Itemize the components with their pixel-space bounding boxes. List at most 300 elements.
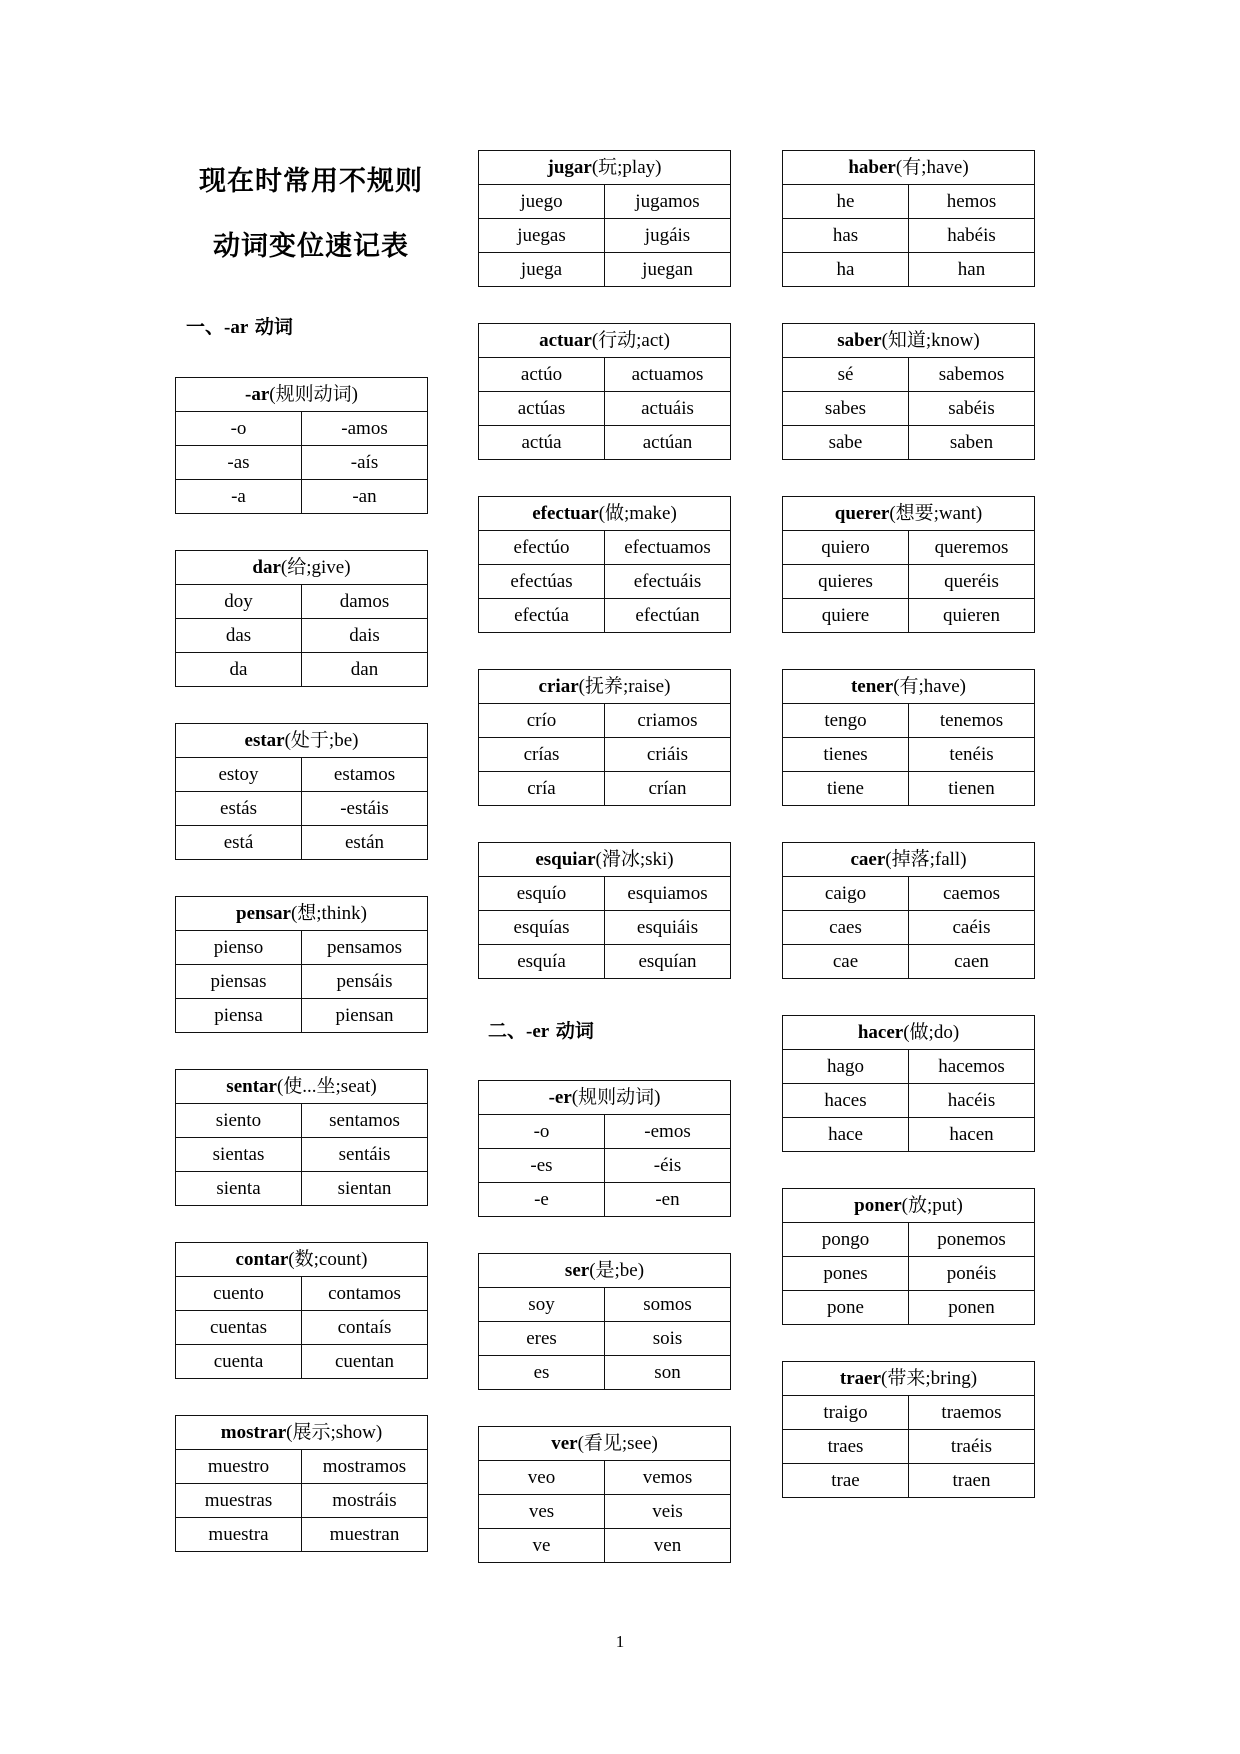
plural-form: jugáis: [605, 219, 731, 253]
plural-form: jugamos: [605, 185, 731, 219]
singular-form: sabes: [783, 392, 909, 426]
table-row: [783, 253, 1035, 287]
table-row: [176, 585, 428, 619]
plural-form: caemos: [909, 877, 1035, 911]
verb-infinitive: contar: [235, 1249, 289, 1270]
table-row: [479, 426, 731, 460]
singular-form: has: [783, 219, 909, 253]
table-row: [783, 392, 1035, 426]
singular-form: he: [783, 185, 909, 219]
singular-form: es: [479, 1356, 605, 1390]
plural-form: caéis: [909, 911, 1035, 945]
verb-gloss: (处于;be): [284, 730, 359, 751]
verb-header: [176, 724, 428, 758]
conjugation-table-tener: [782, 669, 1035, 806]
verb-infinitive: sentar: [226, 1076, 277, 1097]
verb-infinitive: mostrar: [220, 1422, 287, 1443]
singular-form: tiene: [783, 772, 909, 806]
table-header-row: [479, 1254, 731, 1288]
singular-form: quieres: [783, 565, 909, 599]
table-row: [176, 653, 428, 687]
plural-form: dan: [302, 653, 428, 687]
plural-form: pensáis: [302, 965, 428, 999]
table-row: [479, 1461, 731, 1495]
table-row: [479, 253, 731, 287]
table-header-row: [479, 497, 731, 531]
verb-header: [783, 1189, 1035, 1223]
singular-form: veo: [479, 1461, 605, 1495]
verb-infinitive: criar: [538, 676, 579, 697]
table-row: [783, 185, 1035, 219]
plural-form: -an: [302, 480, 428, 514]
singular-form: pone: [783, 1291, 909, 1325]
table-row: [783, 911, 1035, 945]
conjugation-table-hacer: [782, 1015, 1035, 1152]
verb-gloss: (使...坐;seat): [276, 1076, 377, 1097]
table-row: [783, 772, 1035, 806]
verb-infinitive: traer: [839, 1368, 882, 1389]
verb-gloss: (做;make): [598, 503, 677, 524]
table-row: [176, 1138, 428, 1172]
conjugation-table-estar: [175, 723, 428, 860]
table-row: [783, 1291, 1035, 1325]
table-row: [479, 185, 731, 219]
page-title-line-2: 动词变位速记表: [213, 231, 409, 262]
verb-infinitive: haber: [848, 157, 896, 178]
table-row: [479, 1115, 731, 1149]
conjugation-table-actuar: [478, 323, 731, 460]
singular-form: efectúo: [479, 531, 605, 565]
singular-form: esquía: [479, 945, 605, 979]
table-row: [479, 911, 731, 945]
table-row: [479, 1288, 731, 1322]
plural-form: -amos: [302, 412, 428, 446]
verb-gloss: (有;have): [893, 676, 966, 697]
plural-form: esquían: [605, 945, 731, 979]
plural-form: tienen: [909, 772, 1035, 806]
singular-form: muestras: [176, 1484, 302, 1518]
verb-header: [479, 324, 731, 358]
table-row: [479, 877, 731, 911]
plural-form: mostráis: [302, 1484, 428, 1518]
table-row: [783, 426, 1035, 460]
table-row: [479, 599, 731, 633]
verb-gloss: (规则动词): [571, 1087, 661, 1108]
verb-header: [176, 1416, 428, 1450]
singular-form: estás: [176, 792, 302, 826]
singular-form: -es: [479, 1149, 605, 1183]
table-row: [479, 219, 731, 253]
table-row: [176, 999, 428, 1033]
table-header-row: [783, 1016, 1035, 1050]
table-row: [479, 1322, 731, 1356]
singular-form: cae: [783, 945, 909, 979]
conjugation-table-ar-regular: [175, 377, 428, 514]
table-header-row: [783, 670, 1035, 704]
table-header-row: [479, 151, 731, 185]
conjugation-table-criar: [478, 669, 731, 806]
conjugation-table-pensar: [175, 896, 428, 1033]
verb-infinitive: efectuar: [532, 503, 599, 524]
plural-form: sois: [605, 1322, 731, 1356]
verb-header: [783, 1362, 1035, 1396]
singular-form: sientas: [176, 1138, 302, 1172]
verb-gloss: (知道;know): [881, 330, 980, 351]
table-header-row: [479, 843, 731, 877]
singular-form: da: [176, 653, 302, 687]
verb-infinitive: jugar: [547, 157, 592, 178]
conjugation-table-dar: [175, 550, 428, 687]
singular-form: cuenta: [176, 1345, 302, 1379]
plural-form: veis: [605, 1495, 731, 1529]
verb-infinitive: ver: [551, 1433, 578, 1454]
plural-form: -éis: [605, 1149, 731, 1183]
plural-form: queremos: [909, 531, 1035, 565]
conjugation-table-ver: [478, 1426, 731, 1563]
table-row: [783, 738, 1035, 772]
singular-form: juegas: [479, 219, 605, 253]
singular-form: -as: [176, 446, 302, 480]
singular-form: cuentas: [176, 1311, 302, 1345]
singular-form: crío: [479, 704, 605, 738]
verb-header: [479, 1081, 731, 1115]
plural-form: están: [302, 826, 428, 860]
verb-header: [176, 1243, 428, 1277]
plural-form: pensamos: [302, 931, 428, 965]
verb-infinitive: caer: [850, 849, 886, 870]
verb-header: [479, 670, 731, 704]
singular-form: das: [176, 619, 302, 653]
verb-header: [783, 670, 1035, 704]
verb-infinitive: -ar: [245, 384, 270, 405]
table-header-row: [176, 1416, 428, 1450]
verb-infinitive: esquiar: [535, 849, 596, 870]
singular-form: estoy: [176, 758, 302, 792]
plural-form: efectuamos: [605, 531, 731, 565]
conjugation-table-sentar: [175, 1069, 428, 1206]
verb-gloss: (想;think): [290, 903, 367, 924]
plural-form: sentáis: [302, 1138, 428, 1172]
plural-form: estamos: [302, 758, 428, 792]
verb-header: [479, 151, 731, 185]
table-row: [783, 945, 1035, 979]
conjugation-table-traer: [782, 1361, 1035, 1498]
table-row: [479, 1529, 731, 1563]
plural-form: tenéis: [909, 738, 1035, 772]
table-header-row: [479, 1427, 731, 1461]
plural-form: queréis: [909, 565, 1035, 599]
verb-gloss: (想要;want): [889, 503, 983, 524]
singular-form: muestro: [176, 1450, 302, 1484]
singular-form: cuento: [176, 1277, 302, 1311]
singular-form: traes: [783, 1430, 909, 1464]
plural-form: traemos: [909, 1396, 1035, 1430]
plural-form: hacéis: [909, 1084, 1035, 1118]
conjugation-table-er-regular: [478, 1080, 731, 1217]
plural-form: contaís: [302, 1311, 428, 1345]
verb-gloss: (抚养;raise): [578, 676, 671, 697]
plural-form: sabéis: [909, 392, 1035, 426]
table-row: [783, 1257, 1035, 1291]
table-row: [176, 412, 428, 446]
table-row: [783, 219, 1035, 253]
verb-header: [479, 843, 731, 877]
table-row: [783, 1223, 1035, 1257]
table-header-row: [783, 1362, 1035, 1396]
conjugation-table-contar: [175, 1242, 428, 1379]
verb-infinitive: poner: [854, 1195, 902, 1216]
verb-gloss: (展示;show): [286, 1422, 383, 1443]
singular-form: hace: [783, 1118, 909, 1152]
table-row: [783, 704, 1035, 738]
plural-form: piensan: [302, 999, 428, 1033]
table-row: [176, 826, 428, 860]
table-row: [783, 1118, 1035, 1152]
conjugation-table-haber: [782, 150, 1035, 287]
verb-header: [783, 843, 1035, 877]
plural-form: esquiamos: [605, 877, 731, 911]
verb-header: [783, 497, 1035, 531]
verb-header: [479, 1427, 731, 1461]
verb-infinitive: ser: [564, 1260, 590, 1281]
singular-form: traigo: [783, 1396, 909, 1430]
verb-header: [176, 1070, 428, 1104]
verb-header: [783, 324, 1035, 358]
plural-form: actuamos: [605, 358, 731, 392]
singular-form: esquías: [479, 911, 605, 945]
table-header-row: [479, 670, 731, 704]
verb-infinitive: querer: [834, 503, 890, 524]
singular-form: esquío: [479, 877, 605, 911]
section-suffix-latin: -ar: [224, 317, 249, 338]
verb-header: [783, 1016, 1035, 1050]
table-row: [176, 1172, 428, 1206]
singular-form: trae: [783, 1464, 909, 1498]
table-row: [479, 704, 731, 738]
verb-gloss: (掉落;fall): [885, 849, 967, 870]
section-heading-er: [488, 1022, 594, 1041]
table-row: [176, 1484, 428, 1518]
table-header-row: [176, 551, 428, 585]
plural-form: -en: [605, 1183, 731, 1217]
table-row: [176, 1345, 428, 1379]
singular-form: -o: [176, 412, 302, 446]
plural-form: actúan: [605, 426, 731, 460]
table-row: [479, 738, 731, 772]
verb-gloss: (行动;act): [591, 330, 670, 351]
verb-infinitive: saber: [837, 330, 882, 351]
plural-form: vemos: [605, 1461, 731, 1495]
table-row: [783, 1430, 1035, 1464]
conjugation-table-mostrar: [175, 1415, 428, 1552]
table-row: [176, 758, 428, 792]
plural-form: muestran: [302, 1518, 428, 1552]
verb-gloss: (看见;see): [577, 1433, 658, 1454]
table-row: [176, 792, 428, 826]
verb-gloss: (做;do): [903, 1022, 960, 1043]
singular-form: ve: [479, 1529, 605, 1563]
plural-form: cuentan: [302, 1345, 428, 1379]
verb-gloss: (滑冰;ski): [595, 849, 674, 870]
conjugation-table-poner: [782, 1188, 1035, 1325]
table-row: [176, 1104, 428, 1138]
singular-form: está: [176, 826, 302, 860]
plural-form: hemos: [909, 185, 1035, 219]
singular-form: quiero: [783, 531, 909, 565]
singular-form: cría: [479, 772, 605, 806]
table-row: [176, 1277, 428, 1311]
plural-form: ponemos: [909, 1223, 1035, 1257]
plural-form: caen: [909, 945, 1035, 979]
table-row: [783, 1396, 1035, 1430]
table-row: [479, 945, 731, 979]
plural-form: hacemos: [909, 1050, 1035, 1084]
singular-form: sabe: [783, 426, 909, 460]
conjugation-table-saber: [782, 323, 1035, 460]
plural-form: hacen: [909, 1118, 1035, 1152]
table-row: [176, 619, 428, 653]
table-row: [479, 531, 731, 565]
singular-form: actúo: [479, 358, 605, 392]
singular-form: ha: [783, 253, 909, 287]
verb-header: [479, 497, 731, 531]
plural-form: saben: [909, 426, 1035, 460]
table-row: [783, 1084, 1035, 1118]
plural-form: ven: [605, 1529, 731, 1563]
plural-form: son: [605, 1356, 731, 1390]
plural-form: quieren: [909, 599, 1035, 633]
plural-form: juegan: [605, 253, 731, 287]
table-row: [176, 480, 428, 514]
table-row: [479, 358, 731, 392]
verb-gloss: (给;give): [280, 557, 351, 578]
verb-header: [176, 897, 428, 931]
singular-form: sé: [783, 358, 909, 392]
singular-form: actúas: [479, 392, 605, 426]
page-number: 1: [615, 1632, 625, 1651]
section-heading-ar: [186, 318, 293, 337]
table-row: [479, 1183, 731, 1217]
verb-infinitive: hacer: [857, 1022, 904, 1043]
singular-form: pones: [783, 1257, 909, 1291]
table-row: [479, 772, 731, 806]
plural-form: criáis: [605, 738, 731, 772]
plural-form: efectúan: [605, 599, 731, 633]
table-row: [479, 392, 731, 426]
verb-infinitive: -er: [548, 1087, 572, 1108]
conjugation-table-ser: [478, 1253, 731, 1390]
singular-form: pongo: [783, 1223, 909, 1257]
singular-form: juega: [479, 253, 605, 287]
singular-form: sienta: [176, 1172, 302, 1206]
singular-form: juego: [479, 185, 605, 219]
plural-form: esquiáis: [605, 911, 731, 945]
table-header-row: [783, 497, 1035, 531]
singular-form: caes: [783, 911, 909, 945]
table-row: [176, 931, 428, 965]
table-row: [783, 599, 1035, 633]
singular-form: caigo: [783, 877, 909, 911]
table-header-row: [176, 1070, 428, 1104]
plural-form: -emos: [605, 1115, 731, 1149]
conjugation-table-efectuar: [478, 496, 731, 633]
singular-form: -e: [479, 1183, 605, 1217]
singular-form: piensas: [176, 965, 302, 999]
section-label: 动词: [549, 1020, 594, 1042]
singular-form: haces: [783, 1084, 909, 1118]
plural-form: tenemos: [909, 704, 1035, 738]
singular-form: muestra: [176, 1518, 302, 1552]
page-title-line-1: 现在时常用不规则: [199, 166, 423, 197]
table-row: [176, 1450, 428, 1484]
table-row: [479, 1495, 731, 1529]
singular-form: siento: [176, 1104, 302, 1138]
verb-gloss: (放;put): [901, 1195, 963, 1216]
singular-form: hago: [783, 1050, 909, 1084]
table-row: [176, 446, 428, 480]
conjugation-table-esquiar: [478, 842, 731, 979]
table-row: [176, 965, 428, 999]
singular-form: ves: [479, 1495, 605, 1529]
singular-form: -o: [479, 1115, 605, 1149]
table-header-row: [479, 1081, 731, 1115]
verb-infinitive: tener: [850, 676, 894, 697]
table-row: [783, 531, 1035, 565]
verb-gloss: (玩;play): [591, 157, 662, 178]
table-row: [783, 1464, 1035, 1498]
plural-form: ponéis: [909, 1257, 1035, 1291]
table-header-row: [783, 324, 1035, 358]
singular-form: doy: [176, 585, 302, 619]
singular-form: -a: [176, 480, 302, 514]
verb-infinitive: dar: [252, 557, 281, 578]
plural-form: mostramos: [302, 1450, 428, 1484]
table-header-row: [176, 378, 428, 412]
singular-form: eres: [479, 1322, 605, 1356]
plural-form: sabemos: [909, 358, 1035, 392]
singular-form: pienso: [176, 931, 302, 965]
section-suffix-latin: -er: [526, 1021, 550, 1042]
verb-gloss: (规则动词): [269, 384, 358, 405]
conjugation-table-querer: [782, 496, 1035, 633]
table-row: [176, 1311, 428, 1345]
singular-form: tengo: [783, 704, 909, 738]
singular-form: piensa: [176, 999, 302, 1033]
section-number: 一、: [186, 316, 225, 338]
plural-form: crían: [605, 772, 731, 806]
table-row: [479, 1356, 731, 1390]
table-row: [479, 1149, 731, 1183]
table-row: [479, 565, 731, 599]
table-header-row: [176, 897, 428, 931]
singular-form: actúa: [479, 426, 605, 460]
singular-form: quiere: [783, 599, 909, 633]
conjugation-table-caer: [782, 842, 1035, 979]
verb-header: [783, 151, 1035, 185]
plural-form: han: [909, 253, 1035, 287]
table-row: [783, 358, 1035, 392]
plural-form: efectuáis: [605, 565, 731, 599]
table-header-row: [783, 1189, 1035, 1223]
verb-gloss: (有;have): [895, 157, 969, 178]
section-label: 动词: [248, 316, 293, 338]
verb-gloss: (带来;bring): [881, 1368, 978, 1389]
table-header-row: [176, 1243, 428, 1277]
verb-header: [176, 551, 428, 585]
table-header-row: [479, 324, 731, 358]
verb-gloss: (是;be): [589, 1260, 645, 1281]
plural-form: dais: [302, 619, 428, 653]
